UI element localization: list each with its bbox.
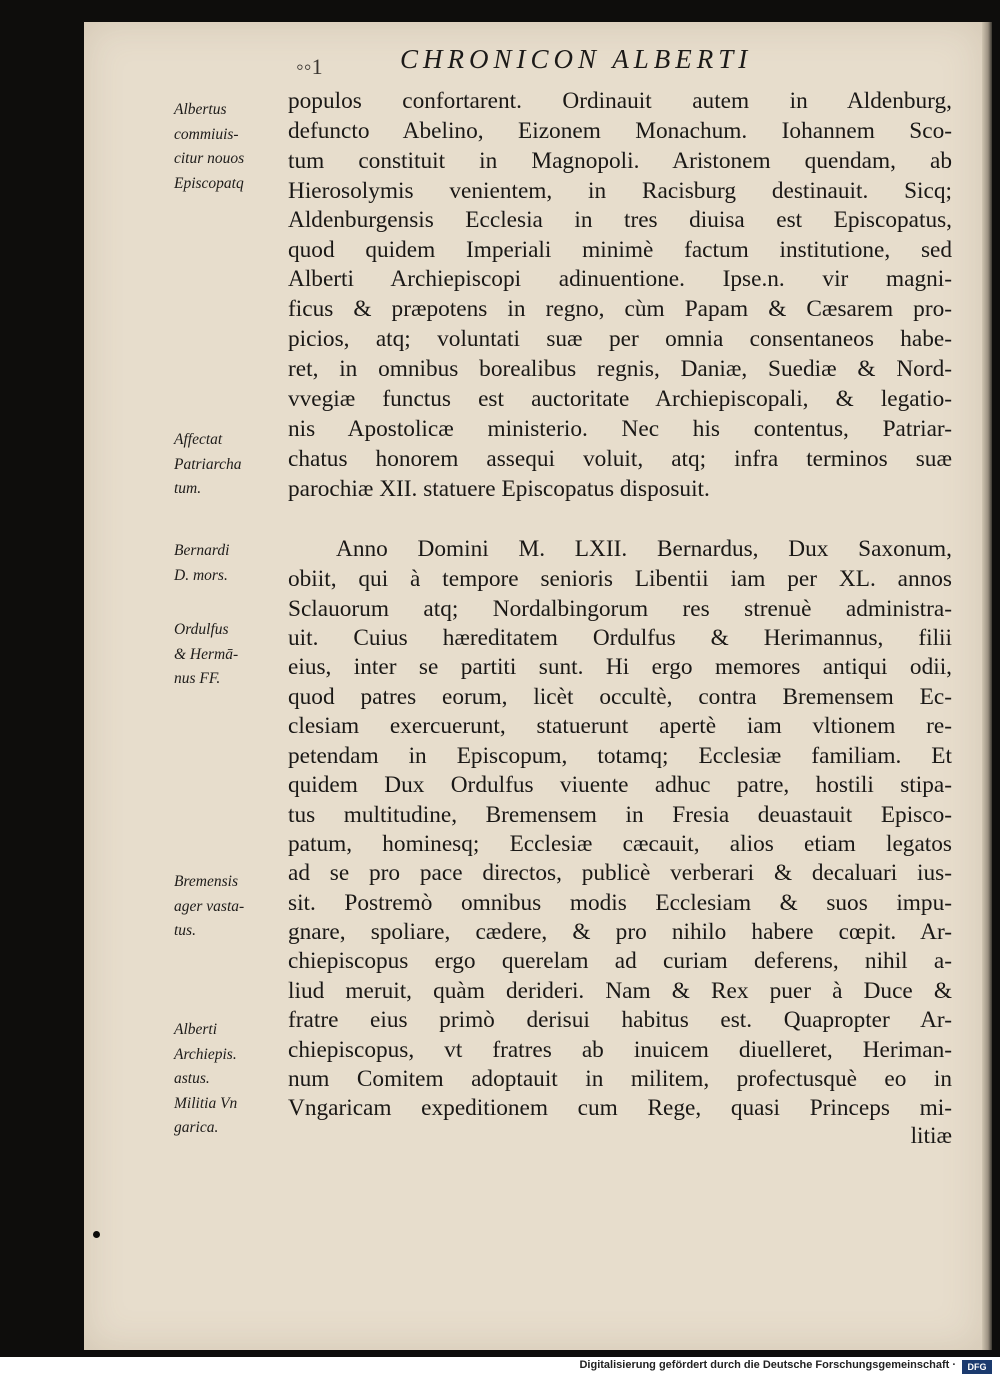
text-line: vvegiæ functus est auctoritate Archiepiscopali, & legatio- (288, 386, 952, 412)
text-line: defuncto Abelino, Eizonem Monachum. Iohannem Sco- (288, 118, 952, 144)
text-line: fratre eius primò derisui habitus est. Quapropter Ar- (288, 1007, 952, 1033)
text-line: Anno Domini M. LXII. Bernardus, Dux Saxonum, (336, 536, 952, 562)
text-line: liud meruit, quàm derideri. Nam & Rex puer à Duce & (288, 978, 952, 1004)
text-line: Hierosolymis venientem, in Racisburg destinauit. Sicq; (288, 178, 952, 204)
text-line: chiepiscopus ergo querelam ad curiam deferens, nihil a- (288, 948, 952, 974)
page-number: ◦◦1 (296, 54, 323, 79)
text-line: picios, atq; voluntati suæ per omnia consentaneos habe- (288, 326, 952, 352)
text-line: gnare, spoliare, cædere, & pro nihilo habere cœpit. Ar- (288, 919, 952, 945)
text-line: ficus & præpotens in regno, cùm Papam & Cæsarem pro- (288, 296, 952, 322)
margin-note-5: Bremensis ager vasta- tus. (174, 873, 245, 939)
text-line: nis Apostolicæ ministerio. Nec his contentus, Patriar- (288, 416, 952, 442)
footer-credit: Digitalisierung gefördert durch die Deutsche Forschungsgemeinschaft · (579, 1359, 956, 1371)
text-line: num Comitem adoptauit in militem, profectusquè eo in (288, 1066, 952, 1092)
text-line: clesiam exercuerunt, statuerunt apertè iam vltionem re- (288, 713, 952, 739)
text-line: quod patres eorum, licèt occultè, contra Bremensem Ec- (288, 684, 952, 710)
text-line: eius, inter se partiti sunt. Hi ergo memores antiqui odii, (288, 654, 952, 680)
text-line: sit. Postremò omnibus modis Ecclesiam & suos impu- (288, 890, 952, 916)
text-line: Vngaricam expeditionem cum Rege, quasi Princeps mi- (288, 1095, 952, 1121)
text-line: patum, hominesq; Ecclesiæ cæcauit, alios etiam legatos (288, 831, 952, 857)
text-line: obiit, qui à tempore senioris Libentii iam per XL. annos (288, 566, 952, 592)
text-line: ret, in omnibus borealibus regnis, Daniæ, Suediæ & Nord- (288, 356, 952, 382)
page-edge (982, 22, 992, 1350)
text-line: petendam in Episcopum, totamq; Ecclesiæ familiam. Et (288, 743, 952, 769)
catchword: litiæ (910, 1123, 952, 1149)
margin-note-6: Alberti Archiepis. astus. Militia Vn garica. (174, 1021, 238, 1136)
dfg-logo-icon: DFG (962, 1360, 992, 1374)
text-line: chiepiscopus, vt fratres ab inuicem diuelleret, Heriman- (288, 1037, 952, 1063)
text-line: Sclauorum atq; Nordalbingorum res strenuè administra- (288, 596, 952, 622)
margin-note-3: Bernardi D. mors. (174, 542, 230, 584)
text-line: populos confortarent. Ordinauit autem in Aldenburg, (288, 88, 952, 114)
text-line: quidem Dux Ordulfus viuente adhuc patre, hostili stipa- (288, 772, 952, 798)
margin-note-4: Ordulfus & Hermā- nus FF. (174, 621, 239, 687)
text-line: ad se pro pace directos, publicè verberari & decaluari ius- (288, 860, 952, 886)
running-head: CHRONICON ALBERTI (400, 44, 753, 74)
margin-note-2: Affectat Patriarcha tum. (174, 431, 242, 497)
footer-bar (0, 1357, 1000, 1378)
text-line: Aldenburgensis Ecclesia in tres diuisa est Episcopatus, (288, 207, 952, 233)
text-line: parochiæ XII. statuere Episcopatus disposuit. (288, 476, 710, 502)
text-line: quod quidem Imperiali minimè factum institutione, sed (288, 237, 952, 263)
margin-note-1: Albertus commiuis- citur nouos Episcopatq (174, 101, 245, 192)
scan-mark (93, 1231, 100, 1238)
text-line: tum constituit in Magnopoli. Aristonem quendam, ab (288, 148, 952, 174)
text-line: uit. Cuius hæreditatem Ordulfus & Herimannus, filii (288, 625, 952, 651)
text-line: Alberti Archiepiscopi adinuentione. Ipse.n. vir magni- (288, 266, 952, 292)
text-line: tus multitudine, Bremensem in Fresia deuastauit Episco- (288, 802, 952, 828)
text-line: chatus honorem assequi voluit, atq; infra terminos suæ (288, 446, 952, 472)
